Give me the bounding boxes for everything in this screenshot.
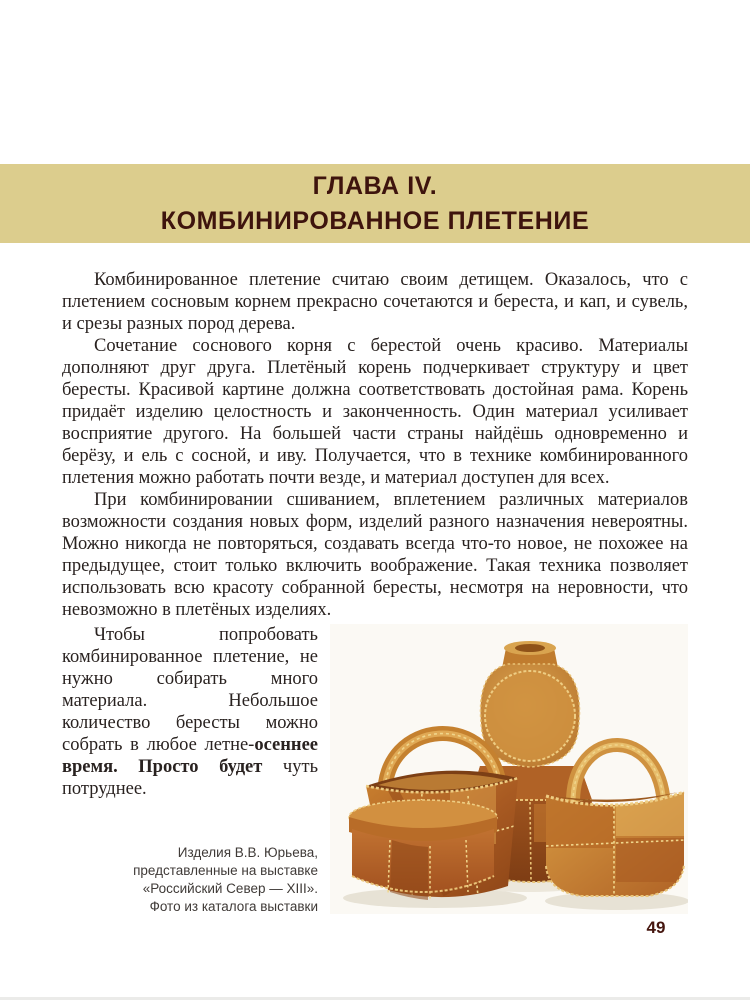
photo-caption — [62, 844, 318, 918]
caption-line-2: представленные на выставке — [133, 863, 318, 878]
paragraph-3: При комбинировании сшиванием, вплетением различных материалов возможности создания новых форм, изделий разного назначения невероятны. Можно никогда не повторяться, создавать всегда что-то новое, не похожее на предыдущее, стоит только включить воображение. Такая техника позволяет использовать всю красоту собранной бересты, несмотря на неровности, что невозможно в плетёных изделиях. — [62, 490, 688, 620]
paragraph-1: Комбинированное плетение считаю своим детищем. Оказалось, что с плетением сосновым корнем прекрасно сочетаются и береста, и кап, и сувель, и срезы разных пород дерева. — [62, 270, 688, 334]
bottom-section — [62, 624, 688, 918]
baskets-photo-illustration — [330, 624, 688, 914]
baskets-photo — [330, 624, 688, 914]
chapter-heading-band — [0, 164, 750, 243]
paragraph-4-emphasis: осеннее время. Просто будет — [62, 735, 318, 777]
page-content — [62, 269, 688, 918]
caption-line-3: «Российский Север — XIII». — [142, 881, 318, 896]
paragraph-4 — [62, 624, 318, 800]
left-column — [62, 624, 318, 918]
chapter-number: ГЛАВА IV. — [312, 171, 438, 200]
chapter-title: КОМБИНИРОВАННОЕ ПЛЕТЕНИЕ — [160, 206, 590, 235]
paragraph-2: Сочетание соснового корня с берестой очень красиво. Материалы дополняют друг друга. Плетёный корень подчеркивает структуру и цвет бересты. Красивой картине должна соответствовать достойная рама. Корень придаёт изделию целостность и законченность. Один материал усиливает восприятие другого. На большей части страны найдёшь одновременно и берёзу, и ель с сосной, и иву. Получается, что в технике комбинированного плетения можно работать почти везде, и материал доступен для всех. — [62, 336, 688, 488]
caption-line-4: Фото из каталога выставки — [149, 899, 318, 914]
caption-line-1: Изделия В.В. Юрьева, — [177, 845, 318, 860]
paragraph-4-start: Чтобы попробовать комбинированное плетение, не нужно собирать много материала. Небольшое количество бересты можно собрать в любое летне- — [62, 625, 318, 755]
paragraph-4-end: чуть потруднее. — [62, 757, 319, 799]
page-number: 49 — [646, 918, 666, 937]
